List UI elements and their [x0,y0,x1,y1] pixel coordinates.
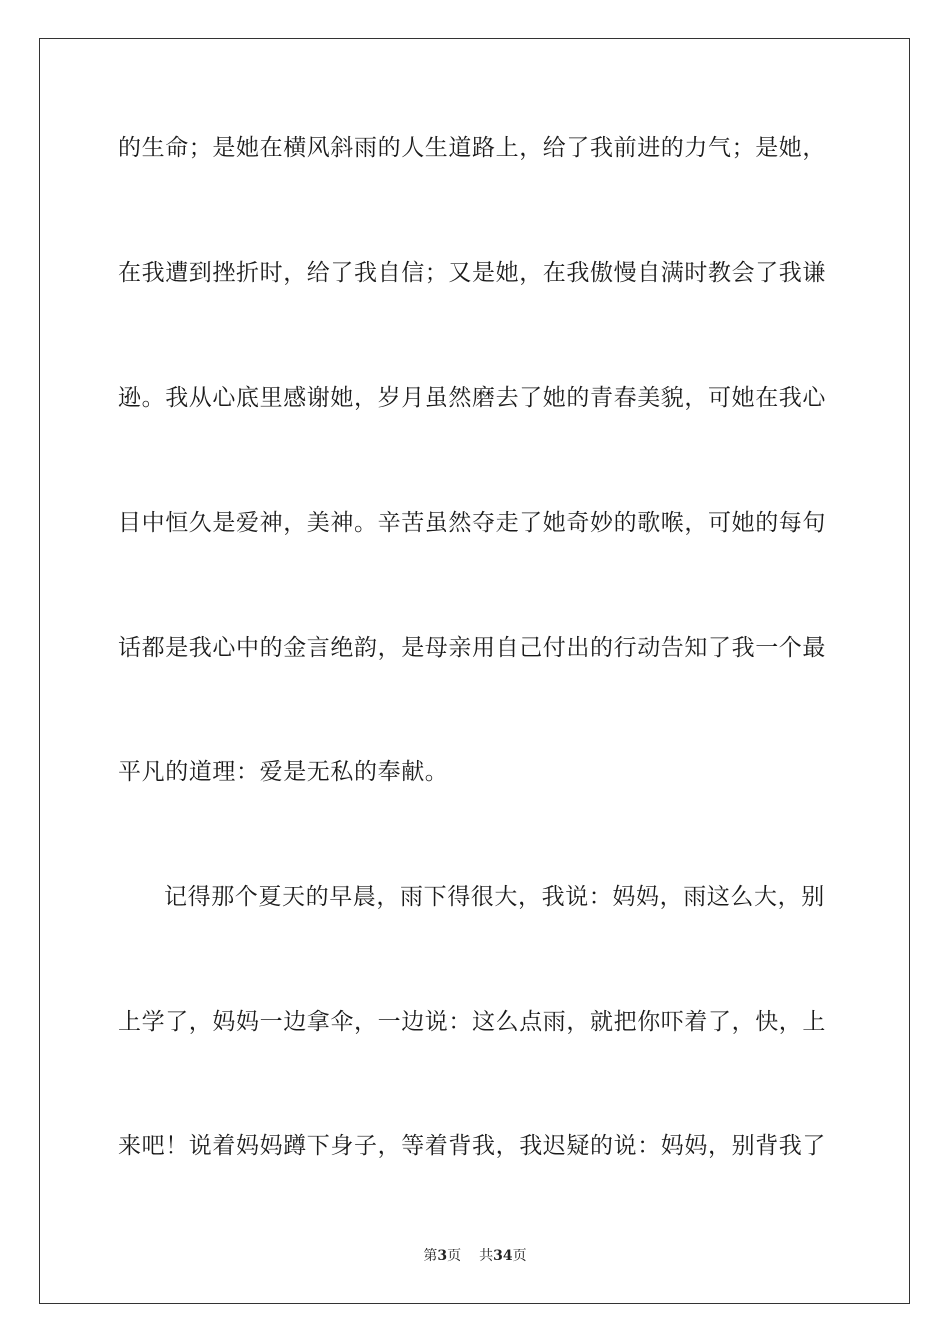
page-suffix: 页 [447,1248,462,1264]
total-suffix: 页 [512,1248,527,1264]
body-line-5: 话都是我心中的金言绝韵，是母亲用自己付出的行动告知了我一个最 [118,635,826,661]
body-line-3: 逊。我从心底里感谢她，岁月虽然磨去了她的青春美貌，可她在我心 [118,385,826,411]
body-line-1: 的生命；是她在横风斜雨的人生道路上，给了我前进的力气；是她， [118,135,826,161]
body-line-9: 来吧！说着妈妈蹲下身子，等着背我，我迟疑的说：妈妈，别背我了 [118,1133,826,1159]
total-prefix: 共 [479,1248,494,1264]
body-line-7: 记得那个夏天的早晨，雨下得很大，我说：妈妈，雨这么大，别 [164,884,825,910]
body-line-4: 目中恒久是爱神，美神。辛苦虽然夺走了她奇妙的歌喉，可她的每句 [118,510,826,536]
body-line-2: 在我遭到挫折时，给了我自信；又是她，在我傲慢自满时教会了我谦 [118,260,826,286]
page-total: 34 [493,1248,513,1264]
page-footer [0,1246,950,1266]
page-prefix: 第 [423,1248,438,1264]
body-line-8: 上学了，妈妈一边拿伞，一边说：这么点雨，就把你吓着了，快，上 [118,1009,826,1035]
body-line-6: 平凡的道理：爱是无私的奉献。 [118,759,449,785]
page-current: 3 [437,1248,448,1264]
page-border [39,38,910,1304]
